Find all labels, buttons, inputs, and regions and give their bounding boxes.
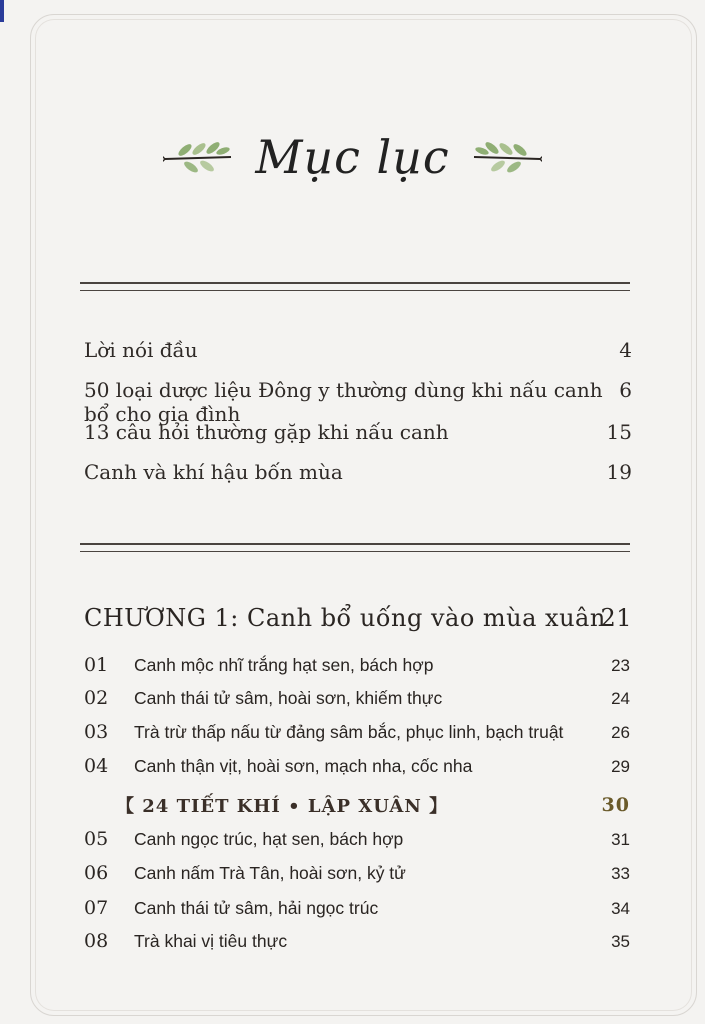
- toc-label: Lời nói đầu: [84, 338, 198, 362]
- toc-entry[interactable]: [84, 755, 632, 783]
- chapter-heading[interactable]: [84, 604, 632, 638]
- solar-term-heading[interactable]: [116, 792, 632, 822]
- entry-page-number: 34: [611, 899, 630, 918]
- entry-label: Canh ngọc trúc, hạt sen, bách hợp: [134, 829, 404, 849]
- toc-intro-row[interactable]: [84, 460, 632, 490]
- toc-entry[interactable]: [84, 654, 632, 682]
- toc-intro-row[interactable]: [84, 338, 632, 368]
- title-block: [0, 130, 705, 184]
- solar-term-label: 【 24 TIẾT KHÍ • LẬP XUÂN 】: [116, 796, 449, 817]
- entry-label: Trà trừ thấp nấu từ đảng sâm bắc, phục linh, bạch truật: [134, 722, 564, 742]
- entry-page-number: 33: [611, 864, 630, 883]
- entry-page-number: 23: [611, 656, 630, 675]
- toc-intro-row[interactable]: [84, 420, 632, 450]
- entry-label: Canh thái tử sâm, hải ngọc trúc: [134, 898, 379, 918]
- solar-term-page-number: 30: [601, 794, 630, 816]
- entry-page-number: 26: [611, 723, 630, 742]
- toc-page-number: 15: [606, 420, 632, 444]
- chapter-label: CHƯƠNG 1: Canh bổ uống vào mùa xuân: [84, 604, 606, 632]
- entry-page-number: 29: [611, 757, 630, 776]
- divider-middle: [80, 543, 630, 552]
- toc-label: 13 câu hỏi thường gặp khi nấu canh: [84, 420, 449, 444]
- entry-number: 02: [84, 687, 109, 709]
- toc-entry[interactable]: [84, 721, 632, 749]
- leaf-sprig-icon: [163, 137, 233, 177]
- toc-entry[interactable]: [84, 930, 632, 958]
- entry-number: 08: [84, 930, 109, 952]
- chapter-page-number: 21: [600, 604, 632, 632]
- toc-entry[interactable]: [84, 828, 632, 856]
- toc-entry[interactable]: [84, 862, 632, 890]
- entry-label: Canh thái tử sâm, hoài sơn, khiếm thực: [134, 688, 443, 708]
- entry-number: 07: [84, 897, 109, 919]
- entry-page-number: 31: [611, 830, 630, 849]
- toc-entry[interactable]: [84, 897, 632, 925]
- entry-number: 01: [84, 654, 109, 676]
- entry-number: 05: [84, 828, 109, 850]
- toc-page-number: 6: [619, 378, 632, 402]
- toc-label: 50 loại dược liệu Đông y thường dùng khi nấu canh bổ cho gia đình: [84, 378, 603, 426]
- entry-label: Canh nấm Trà Tân, hoài sơn, kỷ tử: [134, 863, 406, 883]
- toc-page-number: 4: [619, 338, 632, 362]
- toc-page-number: 19: [606, 460, 632, 484]
- leaf-sprig-icon: [472, 137, 542, 177]
- entry-label: Trà khai vị tiêu thực: [134, 931, 288, 951]
- toc-entry[interactable]: [84, 687, 632, 715]
- entry-page-number: 35: [611, 932, 630, 951]
- entry-number: 06: [84, 862, 109, 884]
- entry-number: 04: [84, 755, 109, 777]
- entry-number: 03: [84, 721, 109, 743]
- entry-page-number: 24: [611, 689, 630, 708]
- entry-label: Canh thận vịt, hoài sơn, mạch nha, cốc nha: [134, 756, 473, 776]
- entry-label: Canh mộc nhĩ trắng hạt sen, bách hợp: [134, 655, 434, 675]
- toc-label: Canh và khí hậu bốn mùa: [84, 460, 343, 484]
- page-title: Mục lục: [255, 130, 450, 184]
- divider-top: [80, 282, 630, 291]
- toc-intro-row[interactable]: [84, 378, 632, 426]
- scan-corner-mark: [0, 0, 4, 22]
